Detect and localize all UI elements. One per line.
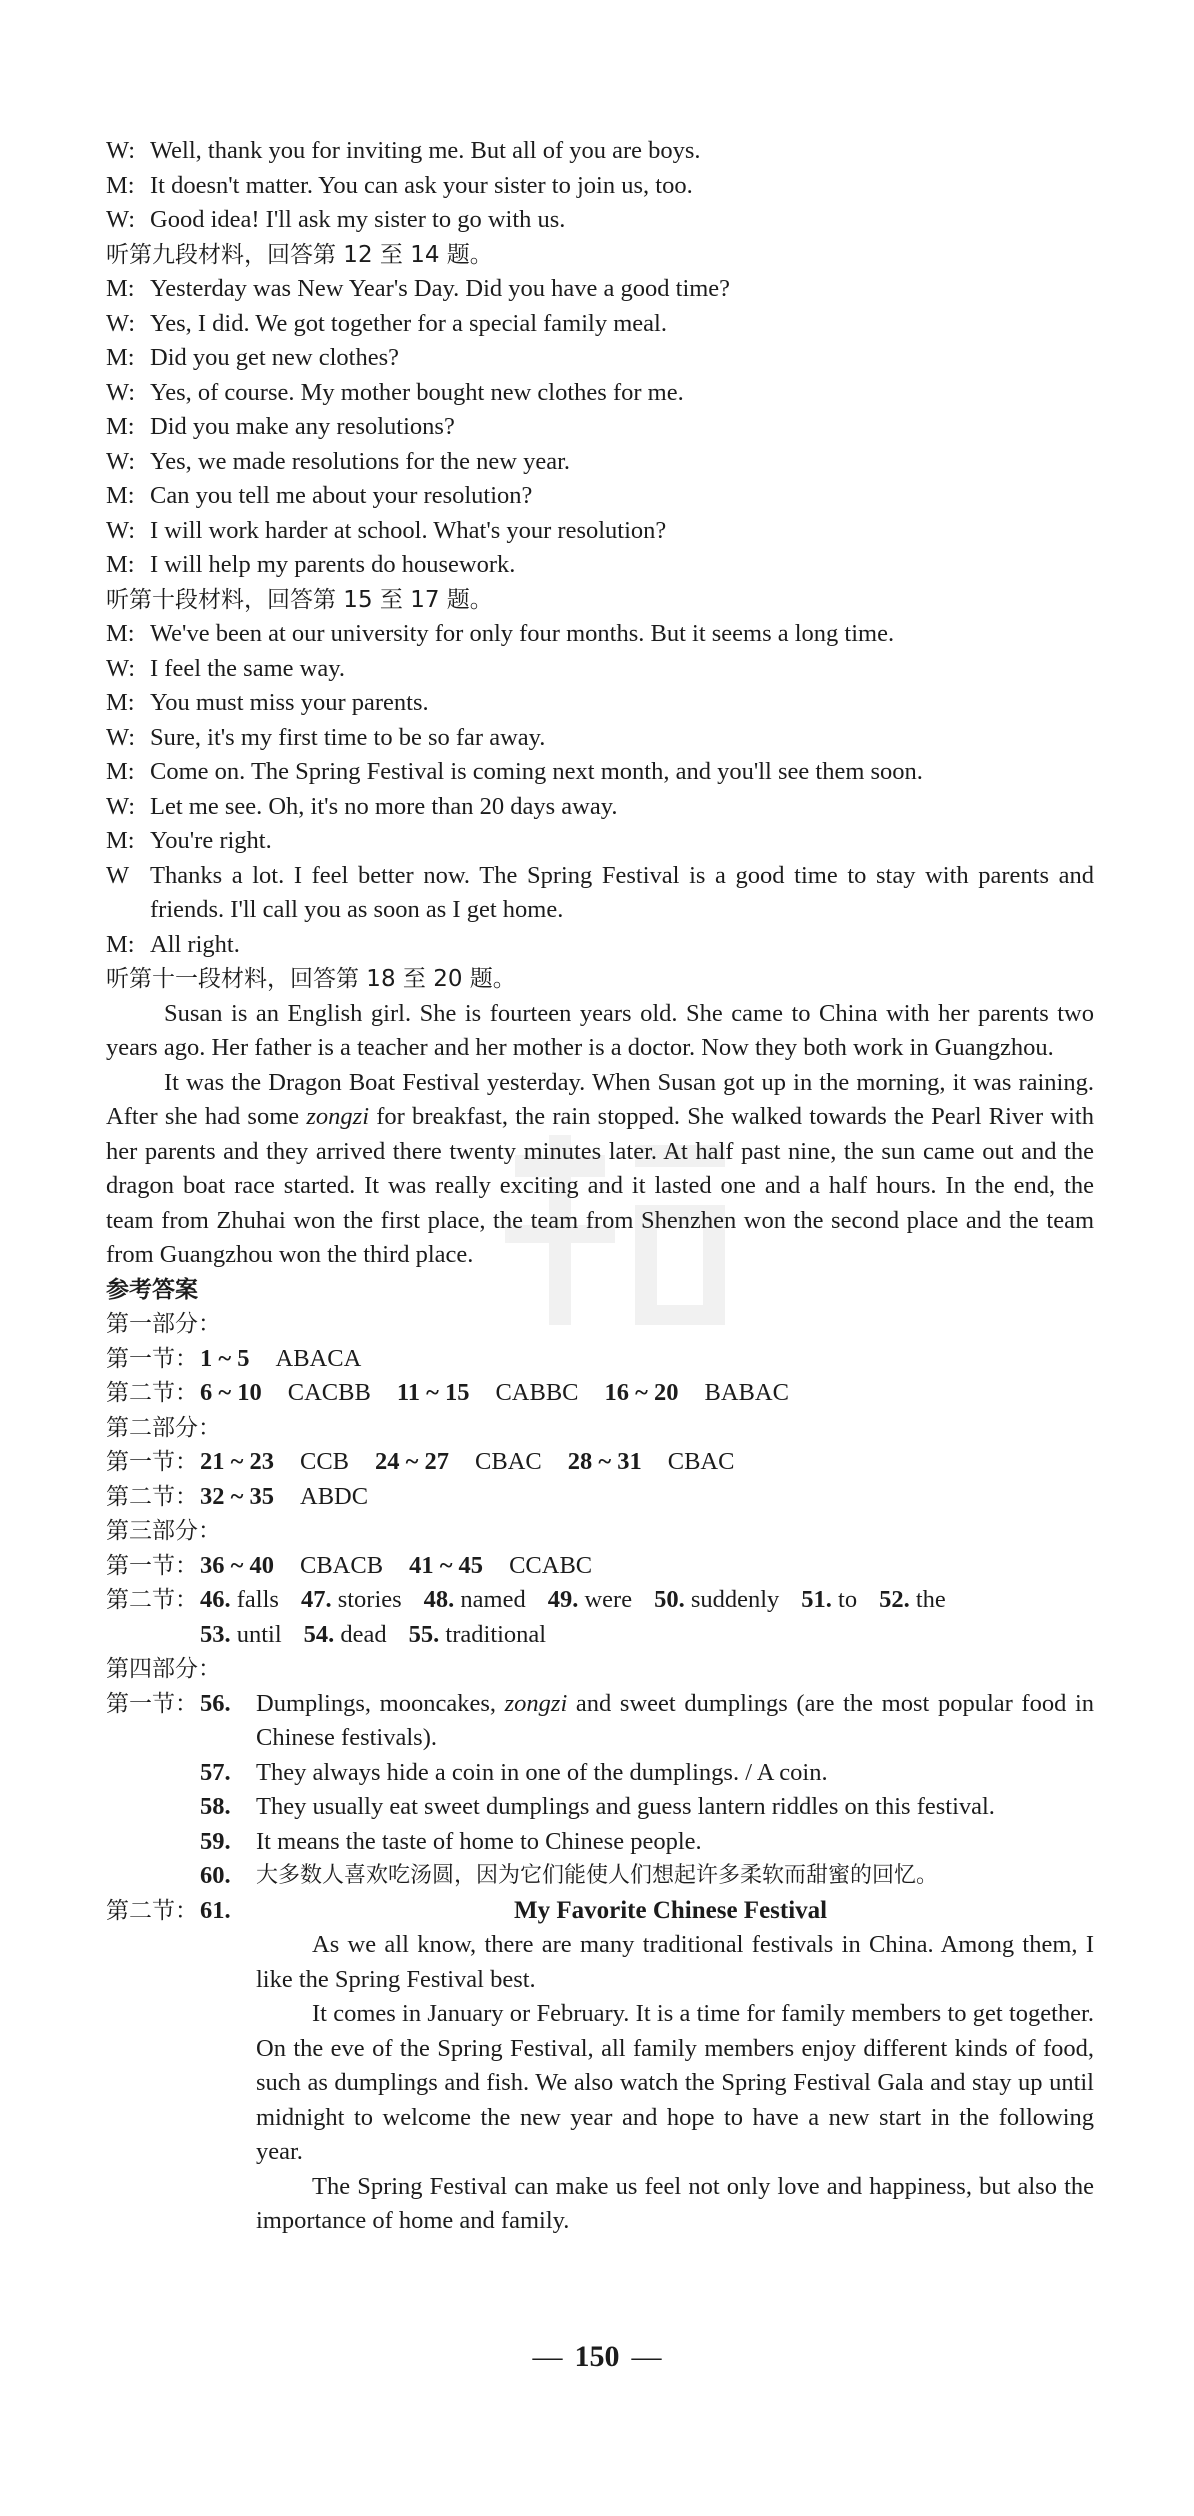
dialogue-line: W : I will work harder at school. What's your resolution? [106,514,1094,549]
answer-item: 57. They always hide a coin in one of the dumplings. / A coin. [200,1758,828,1786]
dialogue-line: M : Did you get new clothes? [106,341,1094,376]
dialogue-line: M : You're right. [106,824,1094,859]
dialogue-line: M : We've been at our university for only four months. But it seems a long time. [106,617,1094,652]
dialogue-line: W : Sure, it's my first time to be so far away. [106,721,1094,756]
dialogue-line: M : Come on. The Spring Festival is coming next month, and you'll see them soon. [106,755,1094,790]
dialogue-line: W : Good idea! I'll ask my sister to go with us. [106,203,1094,238]
essay-paragraph: As we all know, there are many traditional festivals in China. Among them, I like the Spring Festival best. [256,1931,1094,1993]
answer-row: 第一节：1 ~ 5 ABACA [106,1344,362,1372]
part-label: 第二部分： [106,1414,221,1441]
answer-row: 第二节：32 ~ 35 ABDC [106,1482,369,1510]
dialogue-line: W : I feel the same way. [106,652,1094,687]
dialogue-line: W Thanks a lot. I feel better now. The Spring Festival is a good time to stay with parents and friends. I'll call you as soon as I get home. [106,861,1094,923]
page-number: — 150 — [532,2340,662,2373]
essay-header: 第二节：61. My Favorite Chinese Festival [106,1894,1094,1929]
answers-heading: 参考答案 [106,1276,198,1303]
dialogue-line: M : You must miss your parents. [106,686,1094,721]
dialogue-line: M : Can you tell me about your resolution? [106,479,1094,514]
listening-instruction: 听第十一段材料，回答第 18 至 20 题。 [106,966,516,992]
part-label: 第一部分： [106,1311,221,1337]
dialogue-line: M : It doesn't matter. You can ask your sister to join us, too. [106,169,1094,204]
listening-instruction: 听第十段材料，回答第 15 至 17 题。 [106,586,493,613]
dialogue-line: W : Yes, of course. My mother bought new clothes for me. [106,376,1094,411]
dialogue-line: W : Yes, we made resolutions for the new year. [106,445,1094,480]
answer-item: 第一节：56. Dumplings, mooncakes, zongzi and sweet dumplings (are the most popular food in Chinese festivals). [106,1689,1095,1751]
dialogue-line: M : Did you make any resolutions? [106,410,1094,445]
answer-item: 60. 大多数人喜欢吃汤圆，因为它们能使人们想起许多柔软而甜蜜的回忆。 [200,1862,939,1889]
dialogue-line: M : All right. [106,928,1094,963]
listening-instruction: 听第九段材料，回答第 12 至 14 题。 [106,241,493,268]
part-label: 第四部分： [106,1656,221,1682]
dialogue-line: W : Let me see. Oh, it's no more than 20 days away. [106,790,1094,825]
essay-title: My Favorite Chinese Festival [514,1896,828,1924]
content-column [106,134,1094,2239]
answer-item: 58. They usually eat sweet dumplings and guess lantern riddles on this festival. [200,1793,995,1820]
answer-row: 第一节：21 ~ 23 CCB 24 ~ 27 CBAC 28 ~ 31 CBAC [106,1448,735,1475]
passage-paragraph: Susan is an English girl. She is fourteen years old. She came to China with her parents two years ago. Her father is a teacher and her mother is a doctor. Now they both work in Guangzhou. [106,999,1094,1061]
answer-row: 53. until 54. dead 55. traditional [200,1620,547,1648]
essay-paragraph: The Spring Festival can make us feel not only love and happiness, but also the importance of home and family. [256,2172,1094,2234]
dialogue-line: M : Yesterday was New Year's Day. Did you have a good time? [106,272,1094,307]
part-label: 第三部分： [106,1518,221,1544]
dialogue-line: W : Yes, I did. We got together for a special family meal. [106,307,1094,342]
answer-item: 59. It means the taste of home to Chinese people. [200,1827,702,1855]
dialogue-line: M : I will help my parents do housework. [106,548,1094,583]
answer-row: 第二节：6 ~ 10 CACBB 11 ~ 15 CABBC 16 ~ 20 BABAC [106,1379,789,1406]
answer-row: 第二节：46. falls 47. stories 48. named 49. were 50. suddenly 51. to 52. the [106,1586,946,1613]
answer-row: 第一节：36 ~ 40 CBACB 41 ~ 45 CCABC [106,1551,593,1579]
dialogue-line: W : Well, thank you for inviting me. But all of you are boys. [106,134,1094,169]
essay-paragraph: It comes in January or February. It is a time for family members to get together. On the eve of the Spring Festival, all family members enjoy different kinds of food, such as dumplings and fish. We also watch the Spring Festival Gala and stay up until midnight to welcome the new year and hope to have a new start in the following year. [256,2000,1094,2165]
passage-paragraph: It was the Dragon Boat Festival yesterday. When Susan got up in the morning, it was raining. After she had some zongzi for breakfast, the rain stopped. She walked towards the Pearl River with her parents and they arrived there twenty minutes later. At half past nine, the sun came out and the dragon boat race started. It was really exciting and it lasted one and a half hours. In the end, the team from Zhuhai won the first place, the team from Shenzhen won the second place and the team from Guangzhou won the third place. [106,1068,1094,1268]
